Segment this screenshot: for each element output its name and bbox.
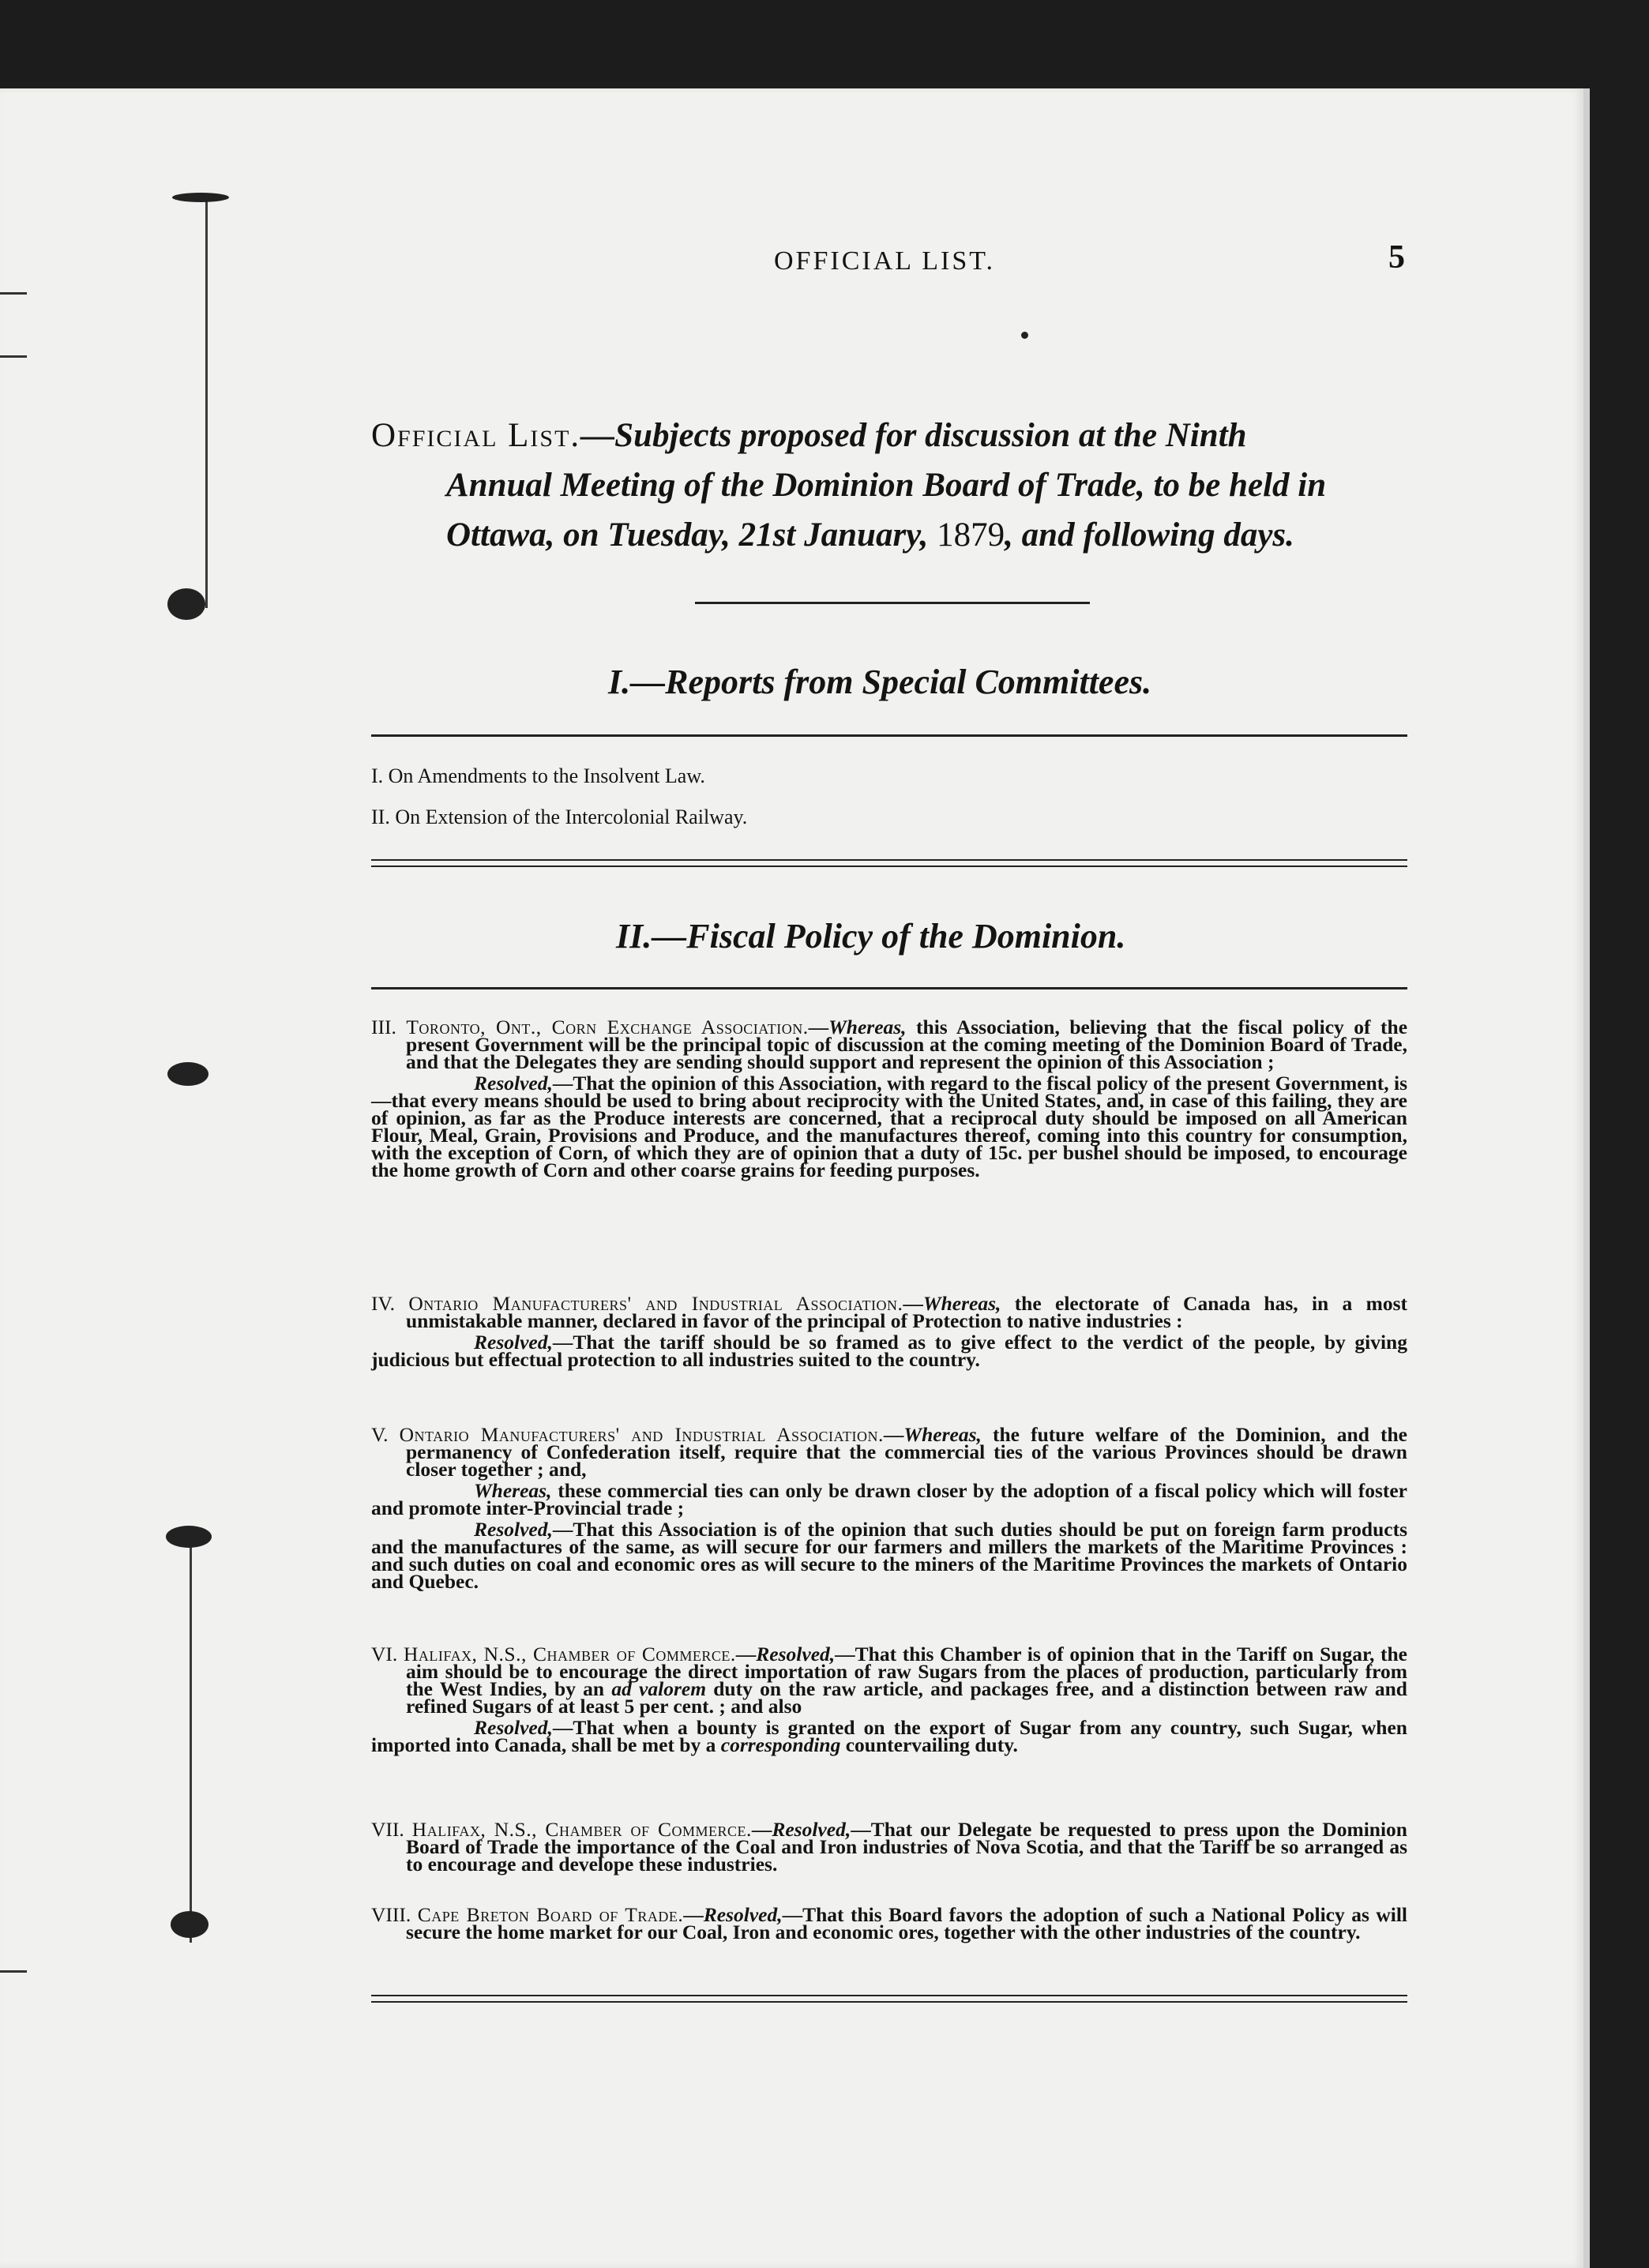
entry-italic-phrase: ad valorem: [611, 1677, 707, 1700]
resolved-text-continued: countervailing duty.: [840, 1733, 1018, 1756]
resolved-word: Resolved,: [474, 1518, 553, 1541]
entry-numeral: VI.: [371, 1643, 398, 1665]
entry-dash: —: [903, 1292, 923, 1315]
entry-source: Halifax, N.S., Chamber of Commerce.: [403, 1643, 736, 1665]
entry-source: Ontario Manufacturers' and Industrial Association.: [399, 1423, 884, 1446]
print-dot: [1021, 332, 1028, 339]
resolved-italic: corresponding: [720, 1733, 841, 1756]
entry-dash: —: [883, 1423, 904, 1446]
resolved-word: Resolved,: [474, 1716, 553, 1739]
entry-lead-word: Resolved,: [756, 1643, 836, 1665]
entry-lead-word: Whereas,: [922, 1292, 1001, 1315]
resolved-text: —That this Association is of the opinion that such duties should be put on foreign farm products and the manufactures of the same, as will secure for our farmers and millers the markets of the Maritime Provinces : and such duties on coal and economic ores as will secure to the miners of the Maritime Provinces the markets of Ontario and Quebec.: [371, 1518, 1407, 1593]
closing-rule: [371, 1995, 1407, 1996]
whereas-text: these commercial ties can only be drawn closer by the adoption of a fiscal policy which will foster and promote inter-Provincial trade ;: [371, 1479, 1407, 1519]
entry-numeral: VIII.: [371, 1903, 411, 1926]
title-lead: Official List.: [371, 417, 581, 454]
entry-numeral: V.: [371, 1423, 389, 1446]
title-line-3b: , and following days.: [1005, 516, 1294, 554]
entry-numeral: VII.: [371, 1818, 404, 1841]
section-heading-1: I.—Reports from Special Committees.: [608, 663, 1152, 701]
entry-numeral: III.: [371, 1016, 396, 1038]
resolution-entry-iii: [371, 1016, 1408, 1181]
resolution-entry-viii: [371, 1903, 1408, 1943]
resolution-entry-iv: [371, 1292, 1407, 1371]
entry-lead-word: Resolved,: [772, 1818, 851, 1841]
entry-text: —That our Delegate be requested to press upon the Dominion Board of Trade the importance of the Coal and Iron industries of Nova Scotia, and that the Tariff be so arranged as to encourage and develope these industries.: [406, 1818, 1407, 1876]
section-heading-2: II.—Fiscal Policy of the Dominion.: [616, 917, 1126, 956]
resolution-entry-vi: [371, 1643, 1407, 1756]
entry-text: —That this Chamber is of opinion that in the Tariff on Sugar, the aim should be to encourage the direct importation of raw Sugars from the places of production, particularly from the West Indies, by an: [406, 1643, 1407, 1700]
resolved-text: —That when a bounty is granted on the export of Sugar from any country, such Sugar, when imported into Canada, shall be met by a: [371, 1716, 1407, 1756]
resolved-word: Resolved,: [474, 1331, 553, 1354]
committee-item: I. On Amendments to the Insolvent Law.: [371, 764, 705, 787]
section-divider: [371, 859, 1407, 861]
resolved-text: —That the tariff should be so framed as to give effect to the verdict of the people, by giving judicious but effectual protection to all industries suited to the country.: [371, 1331, 1407, 1371]
running-title: OFFICIAL LIST.: [774, 246, 995, 276]
section-rule: [371, 987, 1407, 989]
page-title: [371, 411, 1414, 560]
whereas-word: Whereas,: [474, 1479, 552, 1502]
entry-source: Halifax, N.S., Chamber of Commerce.: [411, 1818, 752, 1841]
title-line-3a: Ottawa, on Tuesday, 21st January,: [446, 516, 937, 554]
entry-source: Ontario Manufacturers' and Industrial Association.: [408, 1292, 903, 1315]
title-line-2: Annual Meeting of the Dominion Board of Trade, to be held in: [446, 467, 1327, 504]
title-rule: [695, 602, 1090, 604]
committee-item: II. On Extension of the Intercolonial Railway.: [371, 805, 748, 828]
entry-text: —That this Board favors the adoption of such a National Policy as will secure the home market for our Coal, Iron and economic ores, together with the other industries of the country.: [406, 1903, 1408, 1943]
entry-dash: —: [683, 1903, 704, 1926]
entry-text: the future welfare of the Dominion, and the permanency of Confederation itself, require that the commercial ties of the various Provinces should be drawn closer together ; and,: [406, 1423, 1407, 1481]
entry-source: Cape Breton Board of Trade.: [417, 1903, 684, 1926]
entry-text: this Association, believing that the fiscal policy of the present Government will be the principal topic of discussion at the coming meeting of the Dominion Board of Trade, and that the Delegates they are sending should support and represent the opinion of this Association ;: [406, 1016, 1408, 1073]
resolution-entry-v: [371, 1423, 1407, 1593]
page-number: 5: [1388, 239, 1405, 276]
entry-dash: —: [751, 1818, 772, 1841]
closing-rule: [371, 2001, 1407, 2003]
entry-source: Toronto, Ont., Corn Exchange Association.: [406, 1016, 809, 1038]
resolved-text: —That the opinion of this Association, with regard to the fiscal policy of the present Government, is—that every means should be used to bring about reciprocity with the United States, and, in case of this failing, they are of opinion, as far as the Produce interests are concerned, that a reciprocal duty should be imposed on all American Flour, Meal, Grain, Provisions and Produce, and the manufactures thereof, coming into this country for consumption, with the exception of Corn, of which they are of opinion that a duty of 15c. per bushel should be imposed, to encourage the home growth of Corn and other coarse grains for feeding purposes.: [371, 1072, 1407, 1181]
entry-dash: —: [808, 1016, 829, 1038]
section-divider: [371, 866, 1407, 867]
resolution-entry-vii: [371, 1818, 1407, 1876]
section-rule: [371, 734, 1407, 737]
resolved-word: Resolved,: [474, 1072, 553, 1095]
title-line-1: —Subjects proposed for discussion at the Ninth: [580, 417, 1247, 454]
title-year: 1879: [937, 516, 1005, 554]
entry-text-continued: duty on the raw article, and packages free, and a distinction between raw and refined Sugars of at least 5 per cent. ; and also: [406, 1677, 1407, 1718]
entry-lead-word: Whereas,: [903, 1423, 982, 1446]
entry-text: the electorate of Canada has, in a most unmistakable manner, declared in favor of the principal of Protection to native industries :: [406, 1292, 1407, 1332]
entry-lead-word: Whereas,: [828, 1016, 907, 1038]
entry-dash: —: [735, 1643, 757, 1665]
entry-numeral: IV.: [371, 1292, 395, 1315]
entry-lead-word: Resolved,: [703, 1903, 783, 1926]
